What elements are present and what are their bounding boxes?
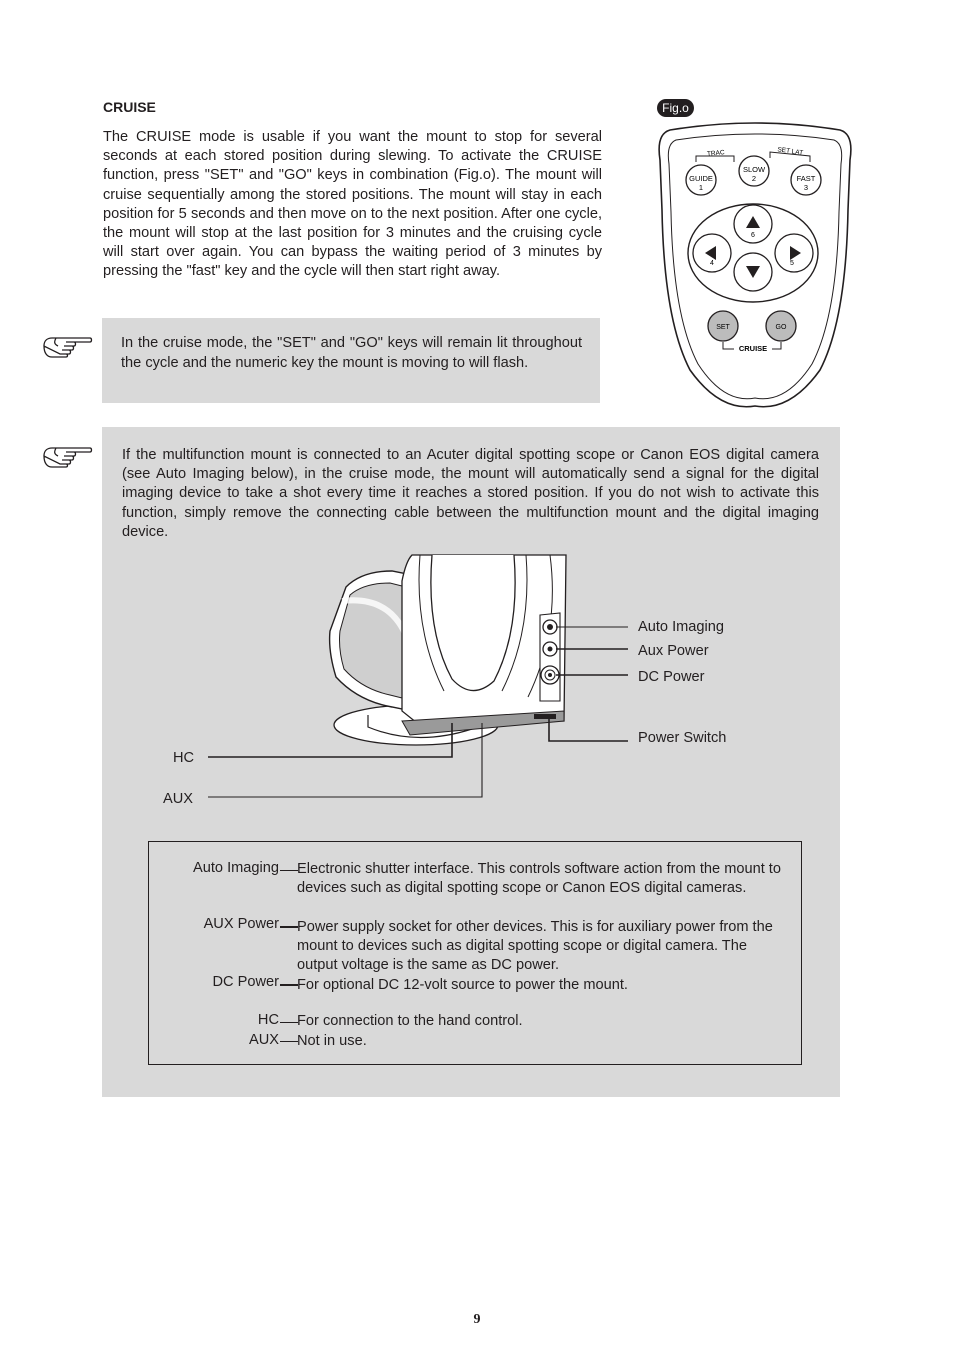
svg-text:1: 1 bbox=[698, 183, 704, 192]
power-switch-label: Power Switch bbox=[638, 730, 727, 746]
section-heading: CRUISE bbox=[103, 99, 156, 115]
note-text: If the multifunction mount is connected to an Acuter digital spotting scope or Canon EOS digital camera (see Auto Imaging below), in the cruise mode, the mount will automatically send a signal for the digital imaging device to take a shot every time it reaches a stored position. If you do not wish to activate this function, simply remove the connecting cable between the multifunction mount and the digital imaging device. bbox=[122, 447, 819, 540]
definition-text: Not in use. bbox=[297, 1033, 367, 1049]
go-key-label: GO bbox=[775, 324, 787, 331]
note-box-auto-imaging bbox=[102, 427, 840, 1097]
slow-key-label: SLOW bbox=[742, 165, 766, 174]
definition-term: HC bbox=[257, 1012, 279, 1028]
svg-text:2: 2 bbox=[751, 174, 757, 183]
svg-text:3: 3 bbox=[803, 183, 809, 192]
definition-text: For optional DC 12-volt source to power the mount. bbox=[297, 977, 628, 993]
definition-term: AUX bbox=[248, 1032, 279, 1048]
hand-controller-diagram bbox=[650, 120, 860, 412]
trac-label: TRAC bbox=[706, 149, 726, 158]
set-key-label: SET bbox=[716, 324, 730, 331]
note-text: In the cruise mode, the "SET" and "GO" keys will remain lit throughout the cycle and the numeric key the mount is moving to will flash. bbox=[121, 335, 582, 371]
aux-label: AUX bbox=[163, 791, 194, 807]
definition-term: Auto Imaging bbox=[193, 860, 279, 876]
svg-text:6: 6 bbox=[751, 232, 755, 239]
hc-label: HC bbox=[173, 750, 195, 766]
auto-imaging-label: Auto Imaging bbox=[638, 619, 724, 635]
fast-key-label: FAST bbox=[796, 174, 816, 183]
page-number: 9 bbox=[473, 1312, 481, 1327]
note-box-cruise-keys bbox=[102, 318, 600, 403]
guide-key-label: GUIDE bbox=[689, 174, 713, 183]
aux-power-label: Aux Power bbox=[638, 643, 709, 659]
dc-power-label: DC Power bbox=[638, 669, 705, 685]
intro-paragraph: The CRUISE mode is usable if you want the mount to stop for several seconds at each stored position during slewing. To activate the CRUISE function, press "SET" and "GO" keys in combination (Fig.o). The mount will cruise sequentially among the stored positions. The mount will stay in each position for 5 seconds and then move on to the next position. After one cycle, the mount will stop at the last position for 3 minutes and the cruising cycle will start over again. You can bypass the waiting period of 3 minutes by pressing the "fast" key and the cycle will then start right away. bbox=[103, 129, 602, 280]
svg-text:5: 5 bbox=[790, 260, 794, 267]
setlat-label: SET LAT bbox=[776, 146, 804, 157]
svg-text:4: 4 bbox=[710, 260, 714, 267]
definition-text: Power supply socket for other devices. This is for auxiliary power from the mount to devices such as digital spotting scope or digital camera. The output voltage is the same as DC power. bbox=[297, 919, 773, 974]
definition-text: Electronic shutter interface. This controls software action from the mount to devices such as digital spotting scope or Canon EOS digital cameras. bbox=[297, 861, 781, 897]
cruise-label: CRUISE bbox=[738, 344, 768, 353]
figure-label: Fig.o bbox=[657, 99, 694, 117]
definition-term: DC Power bbox=[212, 974, 279, 990]
definition-text: For connection to the hand control. bbox=[297, 1013, 523, 1029]
port-definitions-box bbox=[148, 841, 802, 1065]
pointing-hand-icon bbox=[42, 334, 94, 360]
definition-term: AUX Power bbox=[203, 916, 279, 932]
pointing-hand-icon bbox=[42, 444, 94, 470]
